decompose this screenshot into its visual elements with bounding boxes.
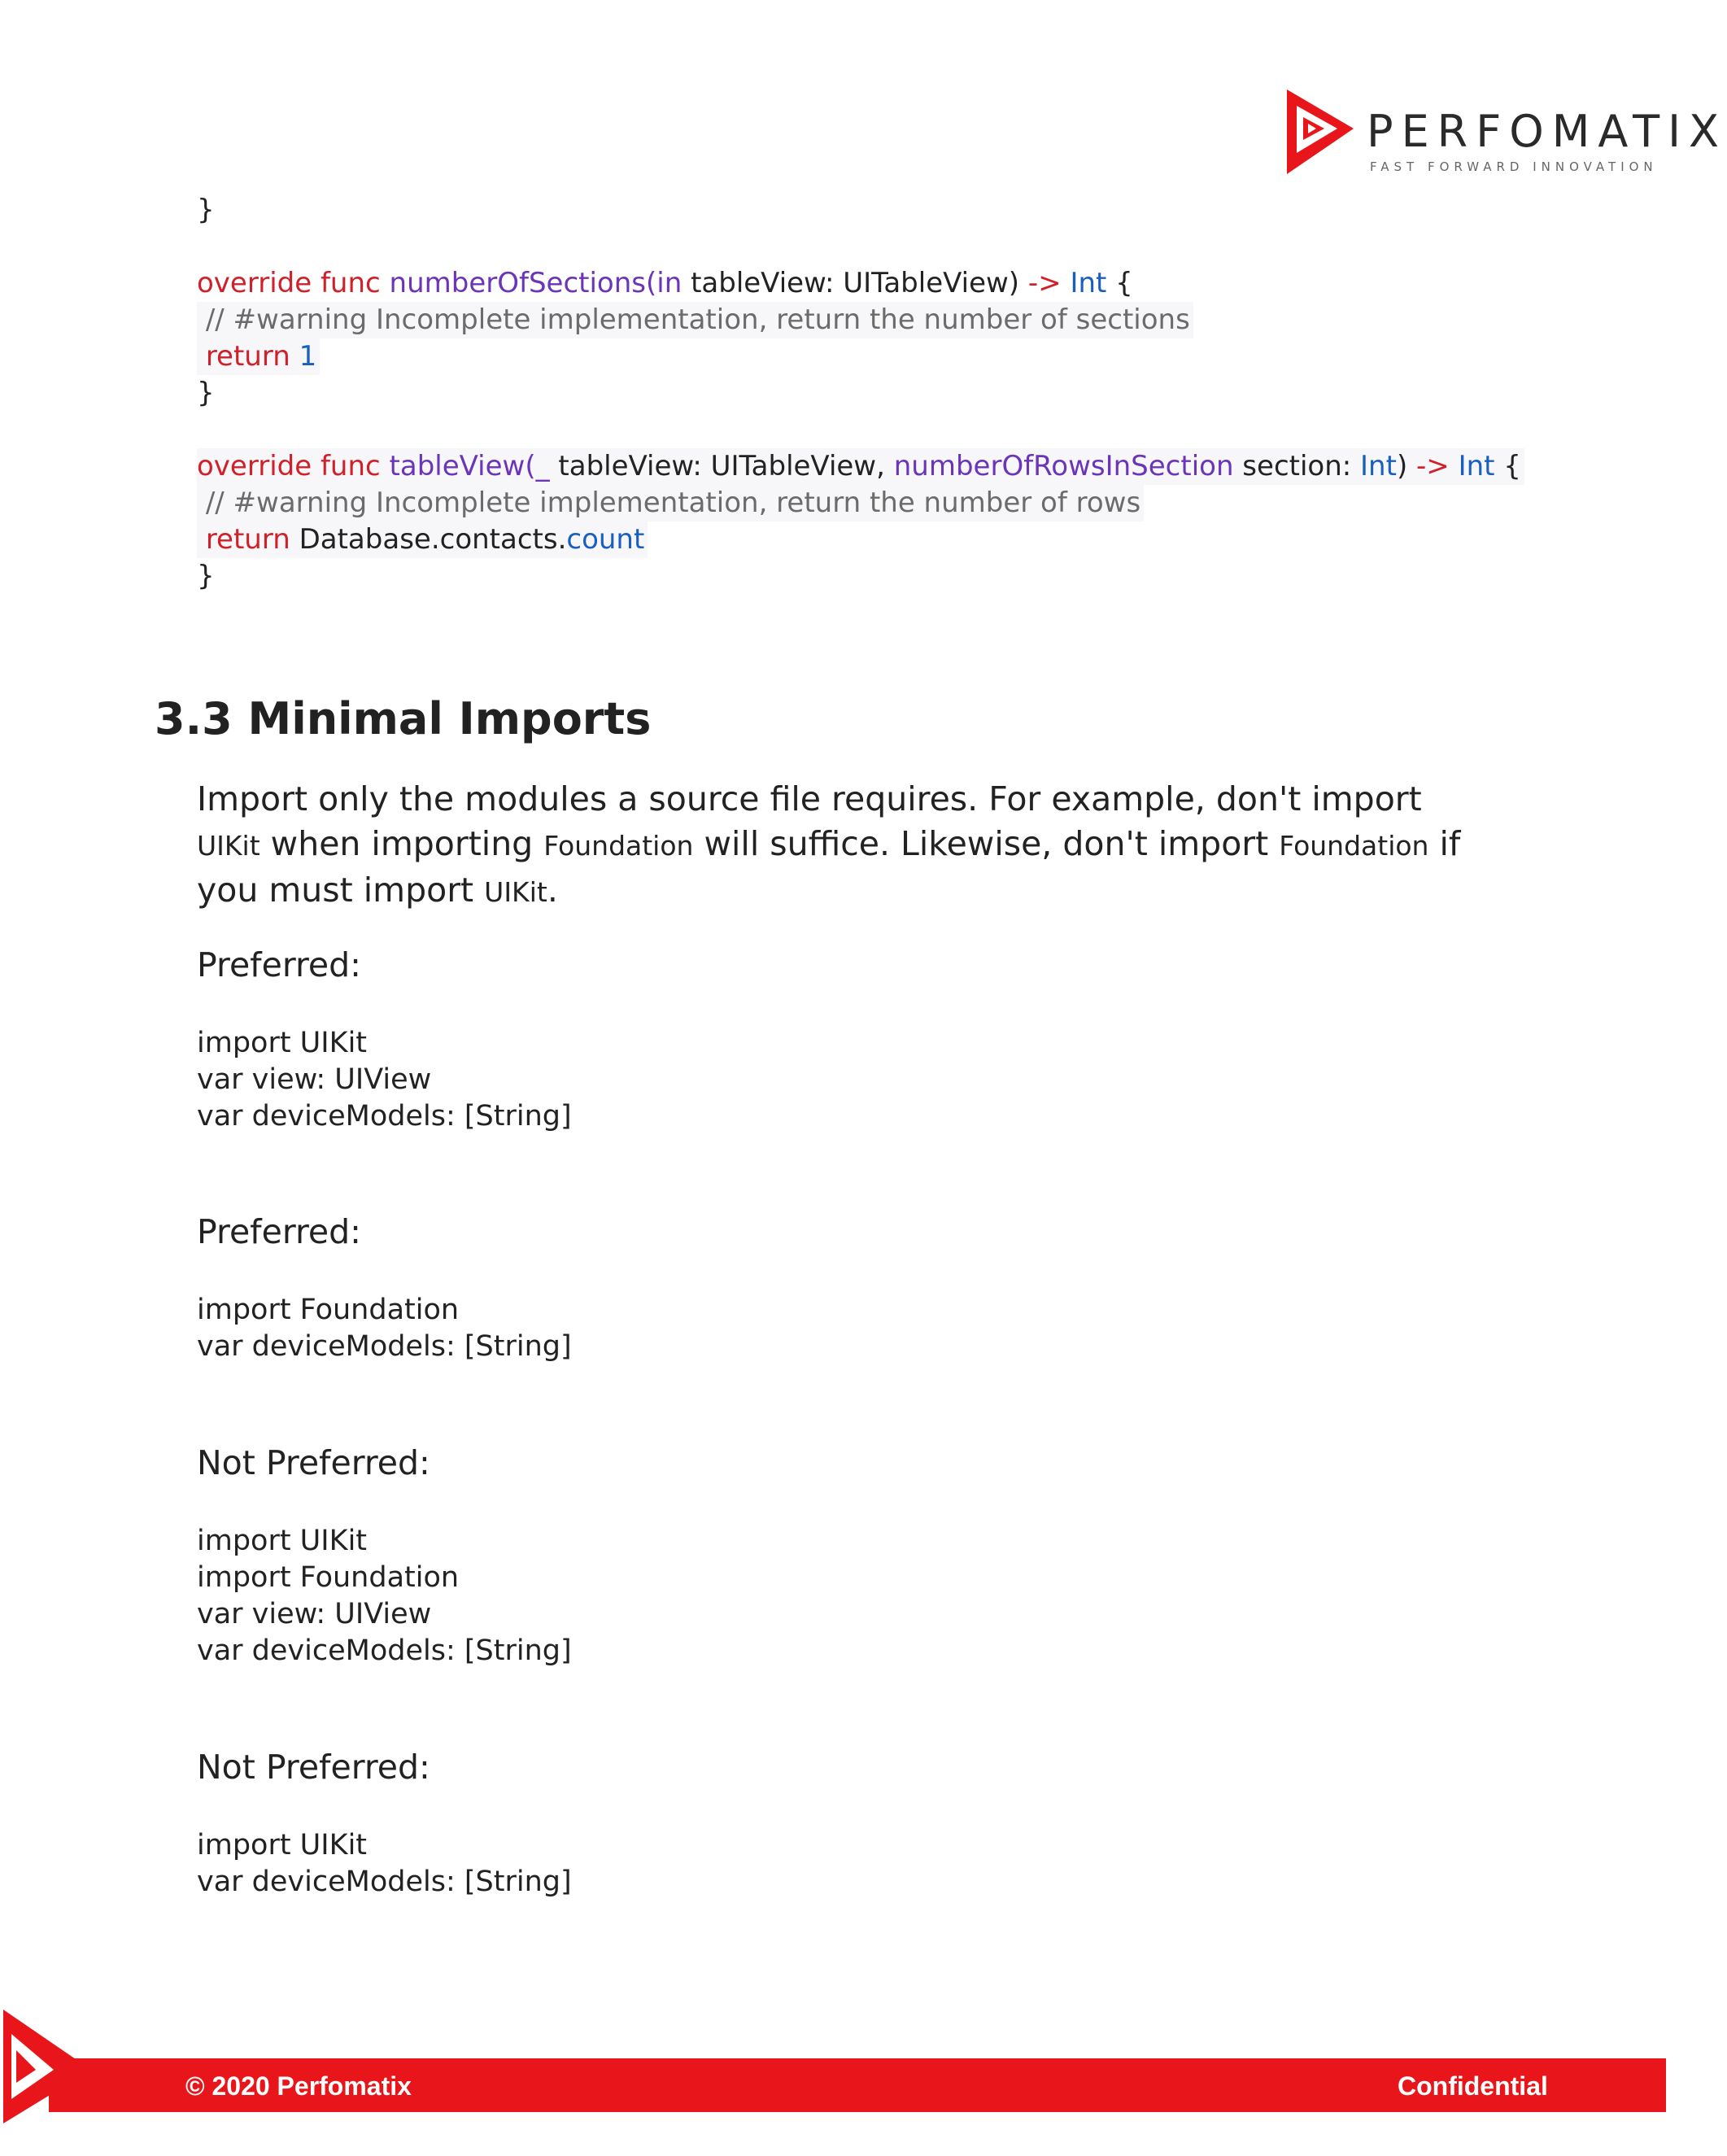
code-line: return 1 xyxy=(197,338,320,375)
code-line: var view: UIView xyxy=(197,1598,432,1630)
code-line: import UIKit xyxy=(197,1829,368,1861)
code-comment: // #warning Incomplete implementation, return the number of sections xyxy=(197,302,1193,338)
preferred-label: Preferred: xyxy=(197,1212,361,1251)
code-line: import Foundation xyxy=(197,1561,460,1594)
preferred-label: Preferred: xyxy=(197,945,361,984)
inline-code: UIKit xyxy=(197,830,260,862)
not-preferred-label: Not Preferred: xyxy=(197,1443,430,1482)
code-line: override func tableView(_ tableView: UITableView, numberOfRowsInSection section: Int) -> Int { xyxy=(197,448,1524,485)
section-paragraph: Import only the modules a source file requires. For example, don't import UIKit when importing Foundation will suffice. Likewise, don't import Foundation if you must import UIKit. xyxy=(197,779,1461,910)
footer-confidential: Confidential xyxy=(1398,2071,1548,2101)
code-line: var deviceModels: [String] xyxy=(197,1634,572,1667)
page-footer xyxy=(0,2001,1666,2123)
code-line: var deviceModels: [String] xyxy=(197,1330,572,1363)
code-line: } xyxy=(197,194,215,226)
footer-copyright: © 2020 Perfomatix xyxy=(185,2071,412,2101)
code-line: import UIKit xyxy=(197,1027,368,1059)
inline-code: Foundation xyxy=(543,830,694,862)
code-line: return Database.contacts.count xyxy=(197,522,648,558)
inline-code: Foundation xyxy=(1279,830,1429,862)
code-line: var deviceModels: [String] xyxy=(197,1100,572,1133)
not-preferred-label: Not Preferred: xyxy=(197,1748,430,1787)
code-line: override func numberOfSections(in tableView: UITableView) -> Int { xyxy=(197,267,1133,299)
code-line: import Foundation xyxy=(197,1294,460,1326)
code-comment: // #warning Incomplete implementation, return the number of rows xyxy=(197,485,1144,522)
perfomatix-logo-mark-icon xyxy=(1284,89,1357,175)
code-line: var view: UIView xyxy=(197,1063,432,1096)
code-line: } xyxy=(197,377,215,409)
section-heading: 3.3 Minimal Imports xyxy=(155,693,652,744)
logo-name: PERFOMATIX xyxy=(1367,106,1727,157)
code-line: } xyxy=(197,560,215,592)
inline-code: UIKit xyxy=(484,876,547,908)
code-line: var deviceModels: [String] xyxy=(197,1866,572,1898)
code-line: import UIKit xyxy=(197,1525,368,1557)
logo-tagline: FAST FORWARD INNOVATION xyxy=(1370,159,1658,174)
perfomatix-logo xyxy=(1284,89,1727,179)
perfomatix-footer-mark-icon xyxy=(0,2001,98,2123)
